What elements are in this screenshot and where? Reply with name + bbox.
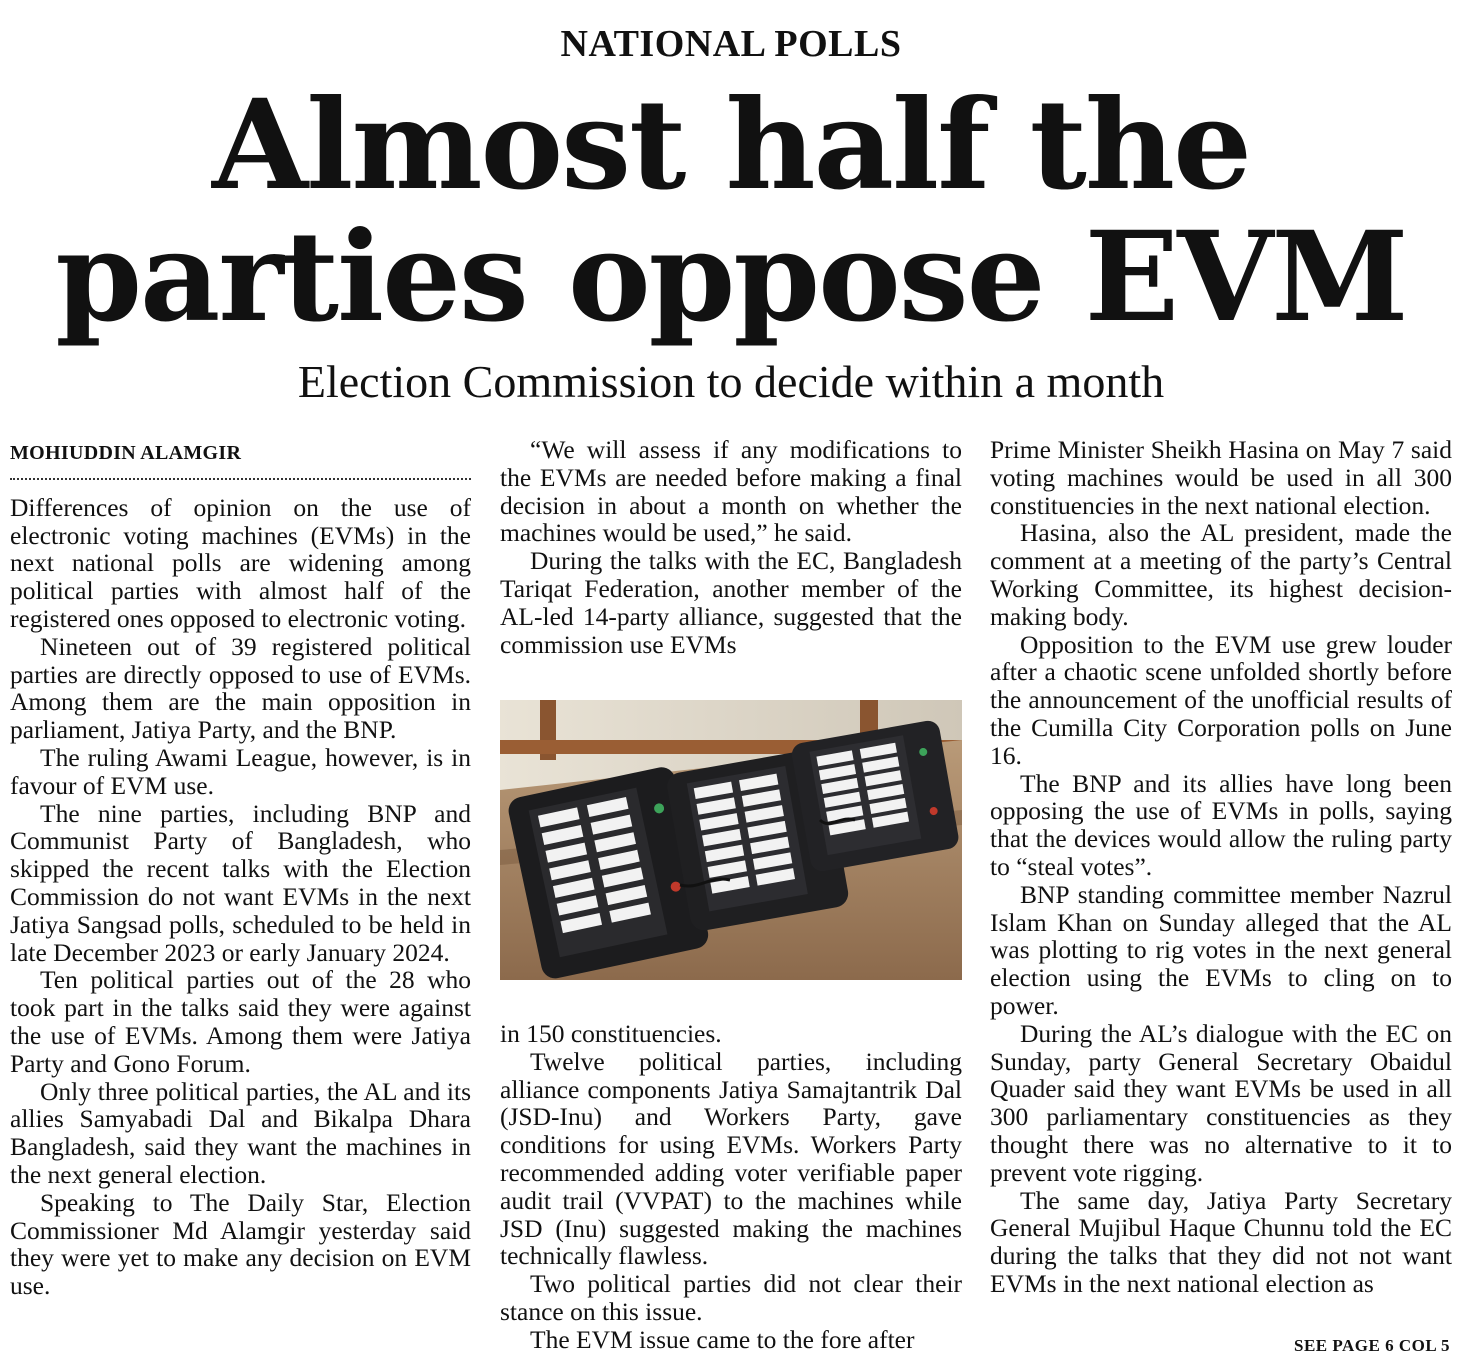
paragraph: Prime Minister Sheikh Hasina on May 7 said voting machines would be used in all 300 constituencies in the next national election. (990, 435, 1452, 520)
article-column-3 (990, 436, 1452, 1298)
paragraph: Only three political parties, the AL and its allies Samyabadi Dal and Bikalpa Dhara Bangladesh, said they want the machines in the next general election. (10, 1076, 471, 1189)
paragraph: “We will assess if any modifications to the EVMs are needed before making a final decision in about a month on whether the machines would be used,” he said. (500, 435, 962, 548)
paragraph: in 150 constituencies. (500, 1019, 722, 1048)
paragraph: The nine parties, including BNP and Communist Party of Bangladesh, who skipped the recent talks with the Election Commission do not want EVMs in the next Jatiya Sangsad polls, scheduled to be held in late December 2023 or early January 2024. (10, 798, 471, 967)
paragraph: Ten political parties out of the 28 who took part in the talks said they were against the use of EVMs. Among them were Jatiya Party and Gono Forum. (10, 965, 471, 1078)
headline-line-2: parties oppose EVM (55, 205, 1407, 350)
paragraph: Nineteen out of 39 registered political parties are directly opposed to use of EVMs. Among them are the main opposition in parliament, Jatiya Party, and the BNP. (10, 631, 471, 745)
paragraph: The EVM issue came to the fore after (530, 1324, 915, 1354)
paragraph: Two political parties did not clear their stance on this issue. (500, 1269, 962, 1326)
evm-machines-photo-icon (500, 700, 962, 980)
paragraph: Speaking to The Daily Star, Election Commissioner Md Alamgir yesterday said they were yet to make any decision on EVM use. (10, 1187, 471, 1301)
paragraph: The BNP and its allies have long been opposing the use of EVMs in polls, saying that the devices would allow the ruling party to “steal votes”. (990, 768, 1452, 881)
paragraph: Opposition to the EVM use grew louder after a chaotic scene unfolded shortly before the announcement of the unofficial results of the Cumilla City Corporation polls on June 16. (990, 629, 1452, 770)
paragraph: The ruling Awami League, however, is in favour of EVM use. (10, 742, 471, 800)
paragraph: BNP standing committee member Nazrul Islam Khan on Sunday alleged that the AL was plotting to rig votes in the next general election using the EVMs to cling on to power. (990, 879, 1452, 1020)
paragraph: Twelve political parties, including alliance components Jatiya Samajtantrik Dal (JSD-Inu) and Workers Party, gave conditions for using EVMs. Workers Party recommended adding voter verifiable paper audit trail (VVPAT) to the machines while JSD (Inu) suggested making the machines technically flawless. (500, 1046, 962, 1271)
paragraph: Hasina, also the AL president, made the comment at a meeting of the party’s Central Working Committee, its highest decision-making body. (990, 518, 1452, 631)
paragraph: During the talks with the EC, Bangladesh Tariqat Federation, another member of the AL-led 14-party alliance, suggested that the commission use EVMs (500, 546, 962, 659)
headline-line-1: Almost half the (212, 73, 1250, 218)
jump-line: SEE PAGE 6 COL 5 (1294, 1336, 1450, 1355)
article-column-1 (10, 436, 471, 1300)
section-kicker: NATIONAL POLLS (560, 23, 902, 65)
headline (0, 73, 1462, 350)
paragraph: The same day, Jatiya Party Secretary General Mujibul Haque Chunnu told the EC during the talks that they did not not want EVMs in the next national election as (990, 1185, 1452, 1298)
article-column-2-bottom (500, 1020, 962, 1354)
deck-subheadline: Election Commission to decide within a month (297, 356, 1165, 407)
paragraph: During the AL’s dialogue with the EC on Sunday, party General Secretary Obaidul Quader said they want EVMs be used in all 300 parliamentary constituencies as they thought there was no alternative to it to prevent vote rigging. (990, 1018, 1452, 1187)
paragraph: Differences of opinion on the use of electronic voting machines (EVMs) in the next national polls are widening among political parties with almost half of the registered ones opposed to electronic voting. (10, 492, 471, 633)
byline: MOHIUDDIN ALAMGIR (10, 440, 471, 480)
evm-photo (500, 700, 962, 980)
article-column-2-top (500, 436, 962, 658)
